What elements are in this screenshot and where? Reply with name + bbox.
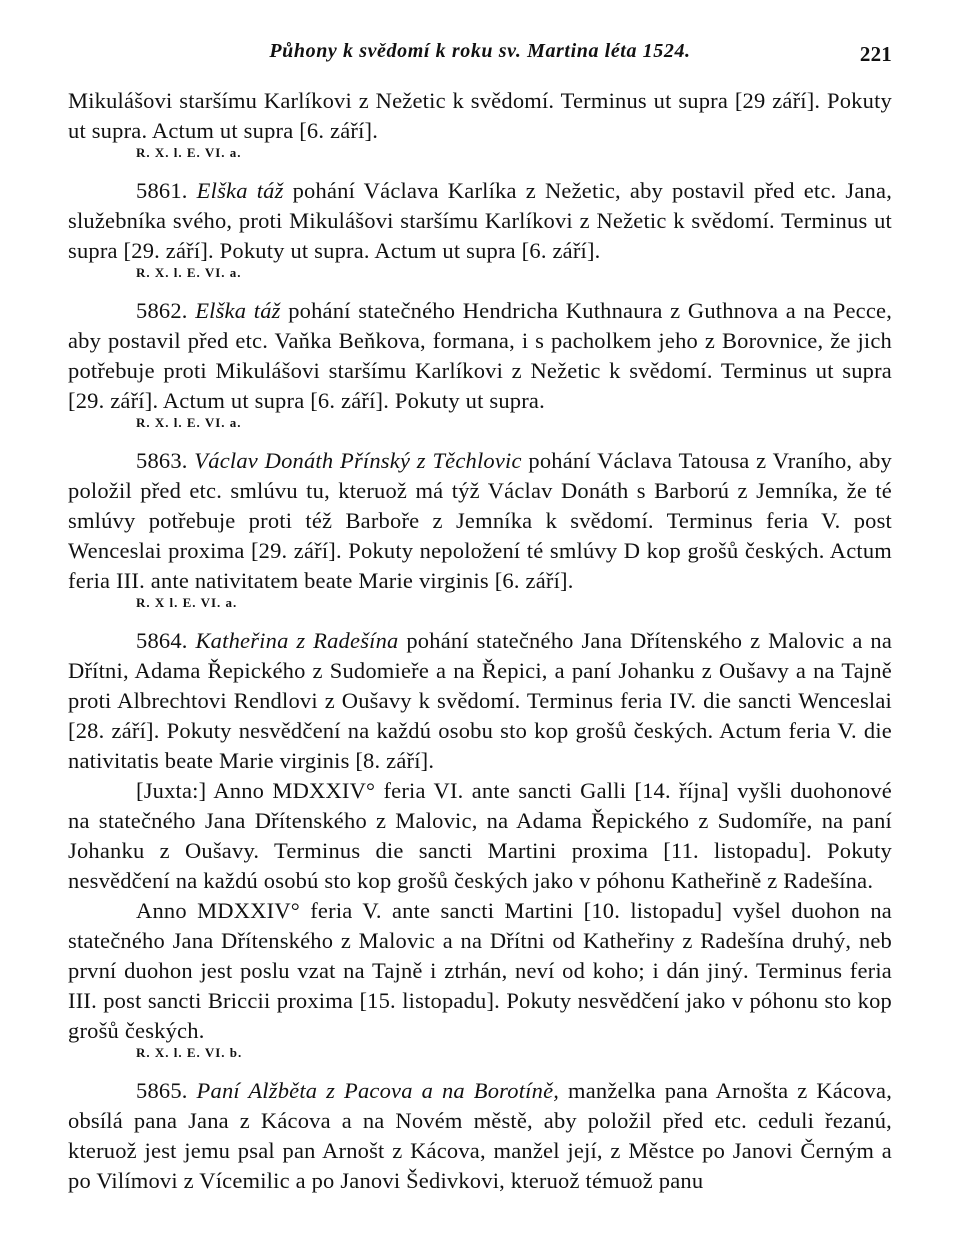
note-juxta: [Juxta:] Anno MDXXIV° feria VI. ante sancti Galli [14. října] vyšli duohonové na statečného Jana Dřítenského z Malovic, na Adama Řepického z Sudomíře, na paní Johanku z Oušavy. Terminus die sancti Martini proxima [11. listopadu]. Pokuty nesvědčení na každú osobú sto kop grošů českých jako v póhonu Katheřině z Radešína.: [68, 778, 892, 893]
entry-party-name: Elška táž: [196, 178, 284, 203]
entry-number: 5863.: [136, 448, 188, 473]
page-body: [68, 86, 892, 1196]
entry-number: 5865.: [136, 1078, 188, 1103]
entry-text: manželka pana Arnošta z Kácova, obsílá pana Jana z Kácova a na Novém městě, aby položil před etc. ceduli řezanú, kteruož jest jemu psal pan Arnošt z Kácova, manžel její, z Městce po Janovi Černým a po Vilímovi z Vícemilic a po Janovi Šedivkovi, kteruož témuož panu: [68, 1078, 893, 1193]
entry-text: pohání Václava Tatousa z Vraního, aby položil před etc. smlúvu tu, kteruož má týž Václav Donáth s Barború z Jemníka, že té smlúvy potřebuje proti též Barboře z Jemníka k svědomí. Terminus feria V. post Wenceslai proxima [29. září]. Pokuty nepoložení té smlúvy D kop grošů českých. Actum feria III. ante nativitatem beate Marie virginis [6. září].: [68, 448, 892, 593]
archive-signature: R. X l. E. VI. a.: [136, 595, 238, 610]
entry-party-name: Katheřina z Radešína: [195, 628, 399, 653]
entry-5864: [68, 626, 892, 776]
entry-text: pohání Václava Karlíka z Nežetic, aby postavil před etc. Jana, služebníka svého, proti Mikulášovi staršímu Karlíkovi z Nežetic k svědomí. Terminus ut supra [29. září]. Pokuty ut supra. Actum ut supra [6. září].: [68, 178, 893, 263]
entry-text: pohání statečného Hendricha Kuthnaura z Guthnova a na Pecce, aby postavil před etc. Vaňka Beňkova, formana, i s pacholkem jeho z Borovnice, že jich potřebuje proti Mikulášovi staršímu Karlíkovi z Nežetic k svědomí. Terminus ut supra [29. září]. Actum ut supra [6. září]. Pokuty ut supra.: [68, 298, 893, 413]
archive-signature: R. X. l. E. VI. b.: [136, 1045, 243, 1060]
archive-signature: R. X. l. E. VI. a.: [136, 145, 242, 160]
entry-party-name: Paní Alžběta z Pacova a na Borotíně,: [196, 1078, 560, 1103]
entry-party-name: Václav Donáth Přínský z Těchlovic: [194, 448, 522, 473]
page-number: 221: [859, 42, 892, 66]
archive-signature: R. X. l. E. VI. a.: [136, 415, 242, 430]
running-header-title: Půhony k svědomí k roku sv. Martina léta 1524.: [269, 40, 691, 62]
entry-5863: [68, 446, 892, 596]
entry-text: pohání statečného Jana Dřítenského z Malovic a na Dřítni, Adama Řepického z Sudomieře a na Řepici, a paní Johanku z Oušavy a na Tajně proti Albrechtovi Rendlovi z Oušavy k svědomí. Terminus feria IV. die sancti Wenceslai [28. září]. Pokuty nesvědčení na každú osobu sto kop grošů českých. Actum feria V. die nativitatis beate Marie virginis [8. září].: [68, 628, 892, 773]
entry-number: 5862.: [136, 298, 188, 323]
paragraph-continuation: Mikulášovi staršímu Karlíkovi z Nežetic k svědomí. Terminus ut supra [29 září]. Pokuty ut supra. Actum ut supra [6. září].: [68, 88, 892, 143]
archive-signature: R. X. l. E. VI. a.: [136, 265, 242, 280]
entry-5862: [68, 296, 892, 416]
entry-number: 5861.: [136, 178, 188, 203]
entry-5865: [68, 1076, 892, 1196]
note-second-summons: Anno MDXXIV° feria V. ante sancti Martini [10. listopadu] vyšel duohon na statečného Jana Dřítenského z Malovic a na Dřítni od Katheřiny z Radešína druhý, neb první duohon jest poslu vzat na Tajně i ztrhán, neví od koho; i dán jiný. Terminus feria III. post sancti Briccii proxima [15. listopadu]. Pokuty nesvědčení jako v póhonu sto kop grošů českých.: [68, 898, 892, 1043]
entry-number: 5864.: [136, 628, 188, 653]
entry-party-name: Elška táž: [195, 298, 281, 323]
entry-5861: [68, 176, 892, 266]
